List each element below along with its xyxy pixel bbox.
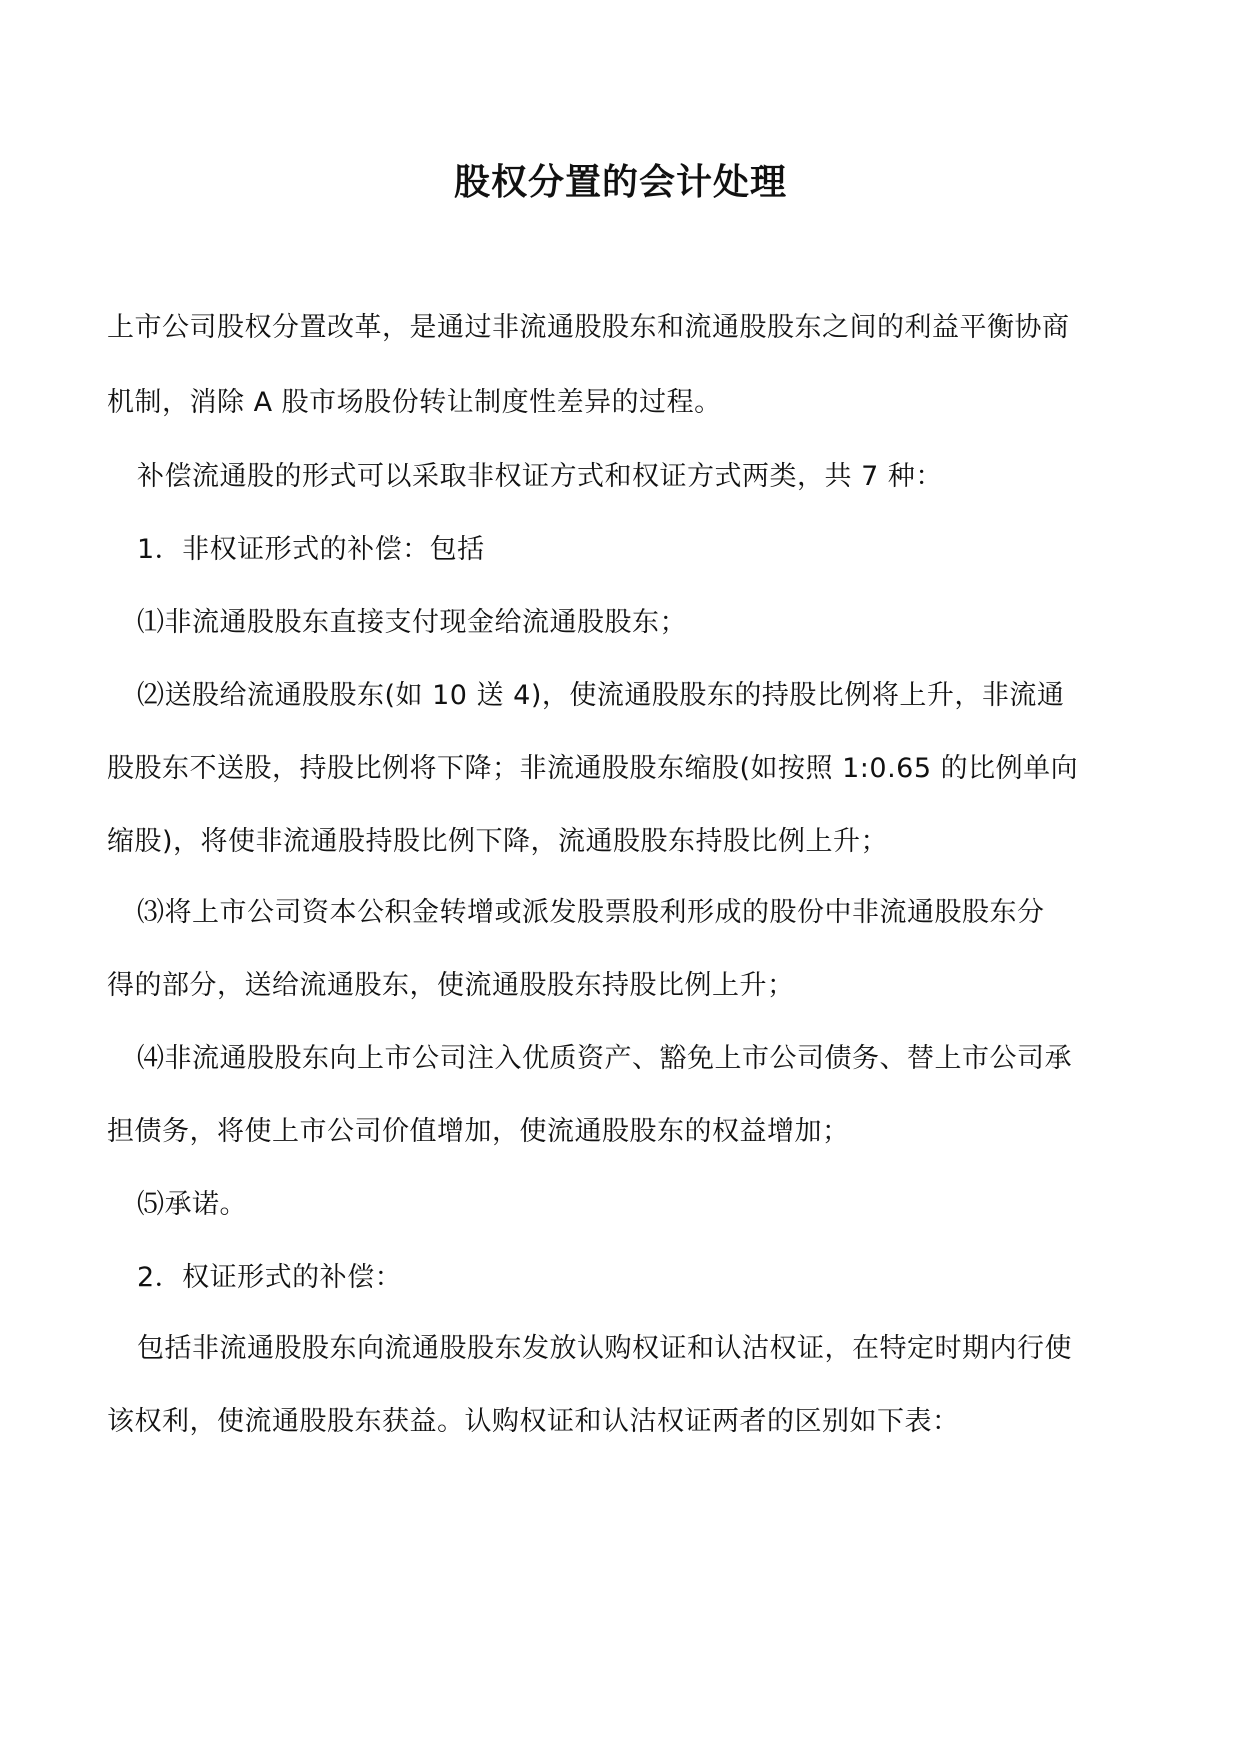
paragraph-line: 2．权证形式的补偿： <box>137 1262 403 1293</box>
paragraph-line: 该权利，使流通股股东获益。认购权证和认沽权证两者的区别如下表： <box>107 1406 960 1437</box>
paragraph-line: ⑴非流通股股东直接支付现金给流通股股东； <box>137 607 687 638</box>
paragraph-line: 包括非流通股股东向流通股股东发放认购权证和认沽权证，在特定时期内行使 <box>137 1333 1072 1364</box>
paragraph-line: ⑸承诺。 <box>137 1189 247 1220</box>
paragraph-line: ⑶将上市公司资本公积金转增或派发股票股利形成的股份中非流通股股东分 <box>137 897 1045 928</box>
paragraph-line: 补偿流通股的形式可以采取非权证方式和权证方式两类，共 7 种： <box>137 461 943 492</box>
document-title: 股权分置的会计处理 <box>453 162 787 203</box>
paragraph-line: 1．非权证形式的补偿：包括 <box>137 534 485 565</box>
paragraph-line: 股股东不送股，持股比例将下降；非流通股股东缩股(如按照 1:0.65 的比例单向 <box>107 753 1079 784</box>
paragraph-line: 缩股)，将使非流通股持股比例下降，流通股股东持股比例上升； <box>107 826 889 857</box>
paragraph-line: ⑷非流通股股东向上市公司注入优质资产、豁免上市公司债务、替上市公司承 <box>137 1043 1072 1074</box>
paragraph-line: 上市公司股权分置改革，是通过非流通股股东和流通股股东之间的利益平衡协商 <box>107 312 1070 343</box>
paragraph-line: 得的部分，送给流通股东，使流通股股东持股比例上升； <box>107 970 795 1001</box>
paragraph-line: 担债务，将使上市公司价值增加，使流通股股东的权益增加； <box>107 1116 850 1147</box>
paragraph-line: 机制，消除 A 股市场股份转让制度性差异的过程。 <box>107 387 722 418</box>
paragraph-line: ⑵送股给流通股股东(如 10 送 4)，使流通股股东的持股比例将上升，非流通 <box>137 680 1065 711</box>
